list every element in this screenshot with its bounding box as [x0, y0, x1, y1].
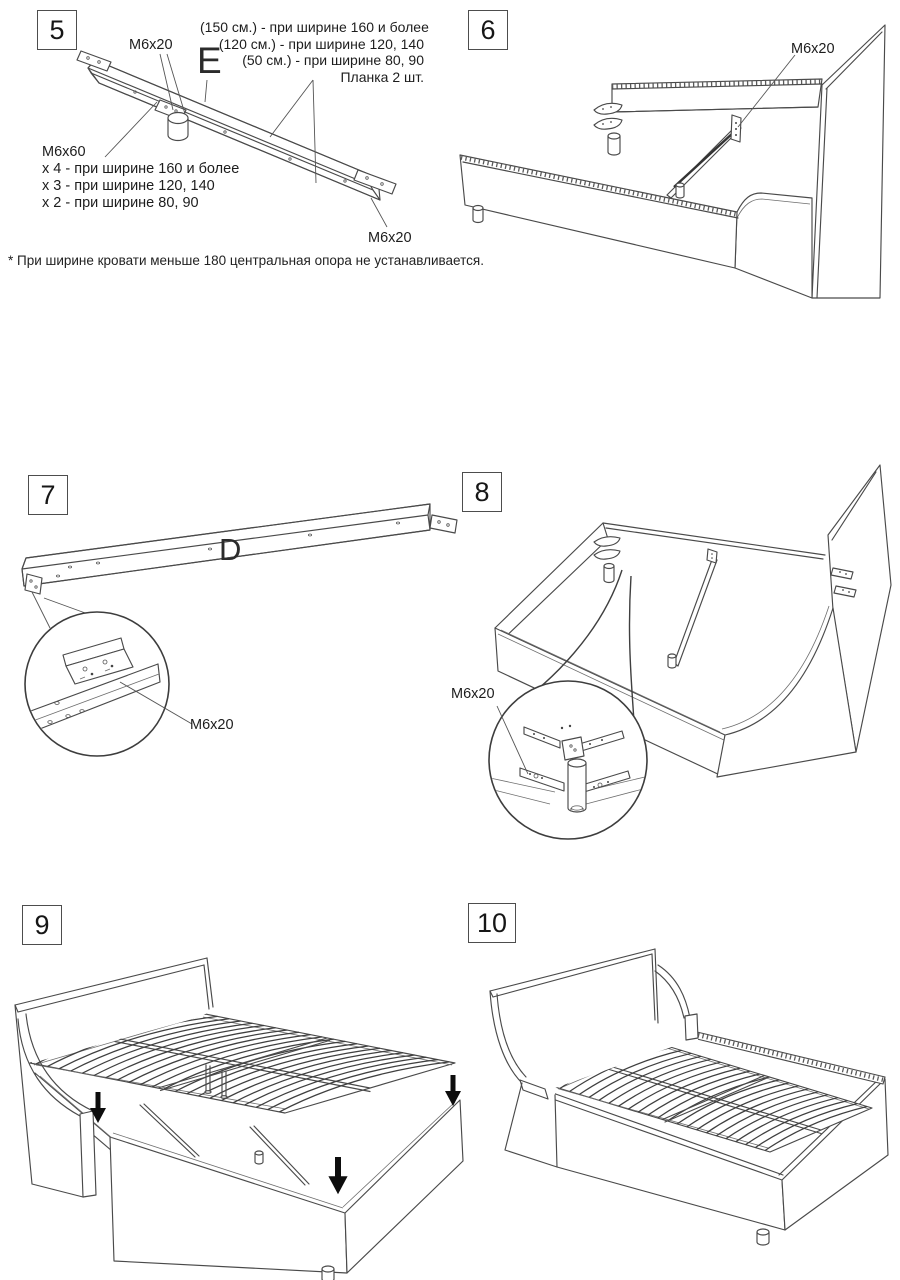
hardware-label-m6x20-step5-top: M6x20 — [129, 37, 173, 53]
back-rail — [612, 79, 822, 112]
plank-note-line: (50 см.) - при ширине 80, 90 — [242, 52, 424, 68]
plank-note-line: (150 см.) - при ширине 160 и более — [200, 19, 429, 35]
center-divider-d — [668, 549, 717, 668]
end-bracket-left — [25, 574, 42, 594]
side-rail-curved — [735, 193, 812, 298]
assembled-bed-drawing — [490, 949, 888, 1245]
bolt-line: x 3 - при ширине 120, 140 — [42, 178, 215, 194]
corner-bracket-and-leg — [594, 537, 620, 583]
headboard — [812, 25, 885, 298]
hardware-label-m6x20-step5-bottom: M6x20 — [368, 230, 412, 246]
step-10-number: 10 — [476, 907, 508, 938]
step9-illustration — [10, 895, 470, 1280]
hardware-label-m6x20-step6: M6x20 — [791, 41, 835, 57]
left-rail — [495, 523, 608, 644]
step8-illustration — [450, 460, 900, 860]
curved-side-rail — [717, 608, 856, 777]
detail-magnifier-circle — [25, 612, 169, 756]
bolt-line: x 2 - при ширине 80, 90 — [42, 195, 199, 211]
part-letter-e: E — [197, 40, 222, 81]
plank-size-notes — [200, 19, 429, 85]
bolt-count-notes — [42, 144, 239, 212]
center-rail-e — [667, 115, 741, 198]
bed-with-base-drawing — [15, 958, 463, 1280]
down-arrow-icon — [328, 1157, 347, 1194]
step-7-number: 7 — [40, 479, 56, 510]
hardware-label-m6x20-step8: M6x20 — [451, 686, 495, 702]
step7-illustration — [10, 470, 460, 780]
detail-magnifier-circle — [489, 681, 647, 839]
width-footnote: * При ширине кровати меньше 180 центральная опора не устанавливается. — [8, 253, 484, 268]
step-5-number: 5 — [49, 14, 65, 45]
step-6-number: 6 — [480, 14, 496, 45]
plank-note-line: Планка 2 шт. — [340, 68, 424, 85]
bolt-line: x 4 - при ширине 160 и более — [42, 161, 240, 177]
plank-note-line: (120 см.) - при ширине 120, 140 — [218, 35, 424, 52]
part-letter-d: D — [219, 532, 242, 567]
step10-illustration — [460, 890, 900, 1280]
corner-bracket-and-leg — [594, 103, 622, 155]
step6-illustration — [450, 15, 900, 310]
step-9-number: 9 — [34, 909, 50, 940]
bolt-title: M6x60 — [42, 144, 86, 160]
bed-frame-drawing — [460, 25, 885, 298]
bed-box-drawing — [489, 465, 891, 839]
hardware-label-m6x20-step7: M6x20 — [190, 717, 234, 733]
step-8-number: 8 — [474, 476, 490, 507]
